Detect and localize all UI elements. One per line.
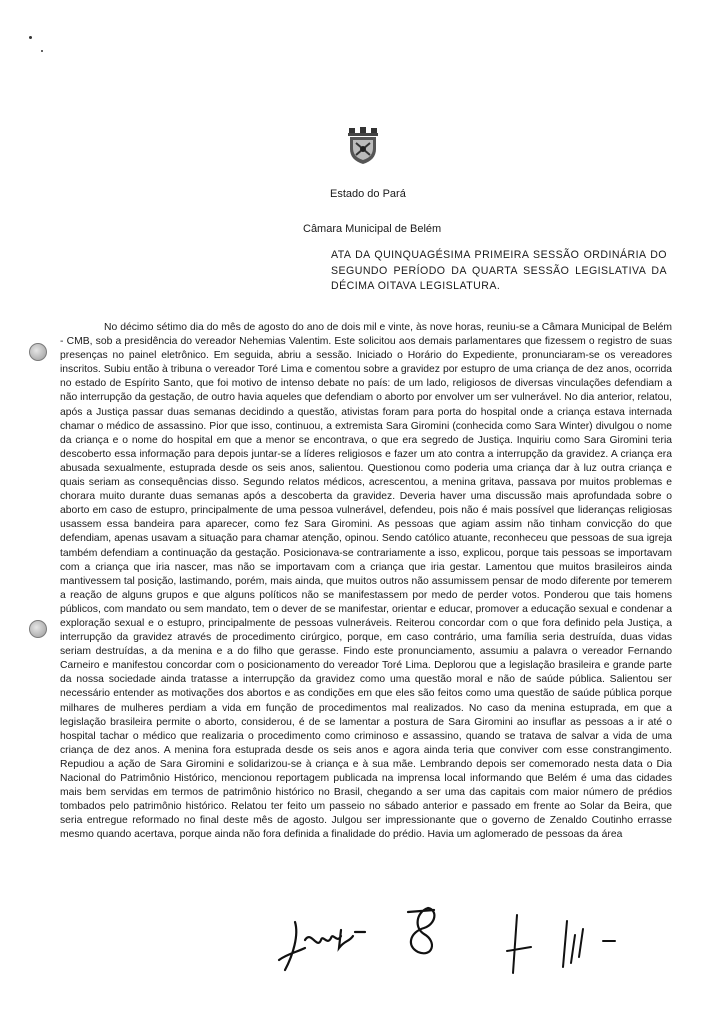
initials-mark bbox=[398, 902, 448, 962]
chamber-name: Câmara Municipal de Belém bbox=[303, 223, 442, 235]
minutes-title: ATA DA QUINQUAGÉSIMA PRIMEIRA SESSÃO ORDINÁRIA DO SEGUNDO PERÍODO DA QUARTA SESSÃO LEGISLATIVA DA DÉCIMA OITAVA LEGISLATURA. bbox=[331, 249, 667, 292]
state-name: Estado do Pará bbox=[330, 188, 406, 200]
scan-speck bbox=[41, 50, 43, 52]
coat-of-arms-icon bbox=[346, 127, 380, 165]
scan-speck bbox=[29, 36, 32, 39]
punch-hole bbox=[29, 620, 47, 638]
signature-mark bbox=[275, 910, 375, 980]
signature-mark bbox=[505, 905, 625, 980]
minutes-body-paragraph: No décimo sétimo dia do mês de agosto do ano de dois mil e vinte, às nove horas, reuniu-se a Câmara Municipal de Belém - CMB, sob a presidência do vereador Nehemias Valentim. Este solicitou aos demais parlamentares que fizessem o registro de suas presenças no painel eletrônico. Em seguida, abriu a sessão. Iniciado o Horário do Expediente, pronunciaram-se os vereadores inscritos. Subiu então à tribuna o vereador Toré Lima e comentou sobre a gravidez por estupro de uma criança de dez anos, ocorrida no estado de Espírito Santo, que foi motivo de intenso debate no país: de um lado, religiosos de diversas vinculações defendiam a não interrupção da gestação, de outro havia aqueles que defendiam o aborto por envolver um ser vulnerável. No dia anterior, relatou, após a Justiça passar duas semanas decidindo a questão, ativistas foram para porta do hospital onde a criança estava internada chamar o médico de assassino. Pior que isso, continuou, a extremista Sara Giromini (conhecida como Sara Winter) divulgou o nome da criança e o nome do hospital em que a menor se encontrava, o que era segredo de Justiça. Inquiriu como Sara Giromini teria descoberto essa informação para depois juntar-se a líderes religiosos e fazer um ato contra a interrupção da gravidez. A criança era abusada sexualmente, estuprada desde os seis anos, salientou. Questionou como poderia uma criança dar à luz outra criança e quais seriam as consequências disso. Segundo relatos médicos, acrescentou, a menina gritava, passava por muitos problemas e chorara muito durante duas semanas após a descoberta da gravidez. Deveria haver uma discussão mais aprofundada sobre o aborto em caso de estupro, principalmente de uma pessoa vulnerável, defendeu, pois não é mais possível que lideranças religiosas usassem essa bandeira para aparecer, como fez Sara Giromini. As pessoas que agiam assim não tinham convicção do que defendiam, apenas usavam a situação para chamar atenção, opinou. Sendo católico atuante, reconheceu que pessoas de sua igreja também defendiam a continuação da gestação. Posicionava-se contrariamente a isso, explicou, porque tais pessoas se importavam com a criança que iria nascer, mas não se importavam com a criança que iria gestar. Lamentou que muitos brasileiros ainda mantivessem tal posição, lastimando, porém, mais ainda, que muitos outros não assumissem pensar de modo diferente por temerem a reação de alguns grupos e que alguns políticos não se manifestassem por medo de perder votos. Ponderou que tais homens públicos, com mandato ou sem mandato, tem o dever de se manifestar, orientar e educar, promover a educação sexual e condenar a exploração sexual e o estupro, principalmente de pessoas vulneráveis. Reiterou concordar com o que fora definido pela Justiça, a interrupção da gravidez através de procedimento cirúrgico, porque, em caso contrário, uma família seria destruída, duas vidas seriam destruídas, a da menina e a do filho que gerasse. Findo este pronunciamento, assumiu a palavra o vereador Fernando Carneiro e manifestou concordar com o posicionamento do vereador Toré Lima. Deplorou que a legislação brasileira e grande parte da nossa sociedade ainda tratasse a interrupção da gravidez como uma questão moral e não de saúde pública. Salientou ser necessário entender as motivações dos abortos e as condições em que eles são feitos como uma questão de saúde pública porque milhares de mulheres perdiam a vida em função de procedimentos mal realizados. No caso da menina estuprada, em que a legislação brasileira permite o aborto, considerou, é de se lamentar a postura de Sara Giromini ao insuflar as pessoas a ir até o hospital tachar o médico que realizaria o procedimento como criminoso e assassino, quando se tratava de salvar a vida de uma criança de dez anos. A menina fora estuprada desde os seis anos e agora ainda teria que conviver com esse constrangimento. Repudiou a ação de Sara Giromini e solidarizou-se à criança e à sua mãe. Lembrando depois ser comemorado nesta data o Dia Nacional do Patrimônio Histórico, mencionou reportagem publicada na imprensa local informando que Belém é uma das cidades mais bem servidas em termos de patrimônio histórico no Brasil, chegando a ser uma das capitais com maior número de prédios tombados pelo patrimônio histórico. Relatou ter feito um passeio no sábado anterior e passado em frente ao Solar da Beira, que seria entregue reformado no final deste mês de agosto. Julgou ser impressionante que o governo de Zenaldo Coutinho errasse mesmo quando acertava, porque ainda não fora definida a finalidade do prédio. Havia um aglomerado de pessoas da área bbox=[60, 322, 672, 841]
punch-hole bbox=[29, 343, 47, 361]
